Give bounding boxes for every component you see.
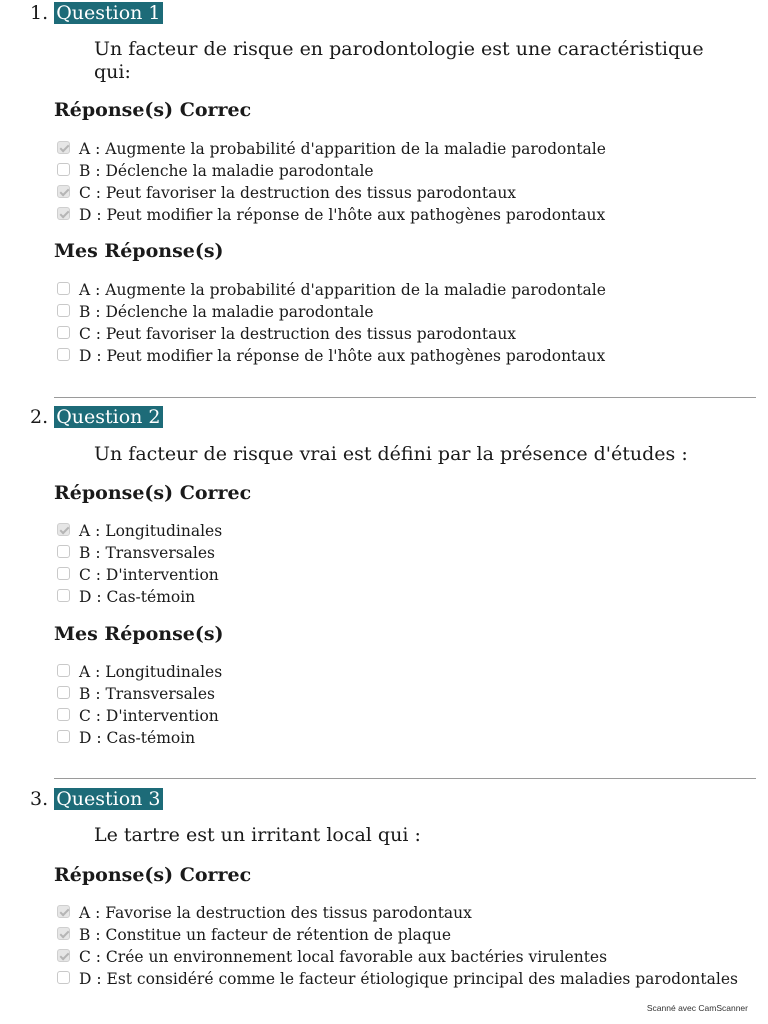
option-label: A : Favorise la destruction des tissus parodontaux: [79, 904, 472, 922]
option-label: C : Crée un environnement local favorable aux bactéries virulentes: [79, 948, 608, 966]
option-label: B : Transversales: [79, 685, 216, 703]
my-option-c: [57, 323, 516, 345]
question-title: Question 2: [56, 406, 161, 428]
checkbox[interactable]: [57, 927, 70, 940]
option-label: B : Déclenche la maladie parodontale: [79, 162, 374, 180]
correct-option-c: [57, 182, 516, 204]
checkbox[interactable]: [57, 664, 70, 677]
correct-option-b: [57, 542, 215, 564]
checkbox[interactable]: [57, 949, 70, 962]
option-label: B : Constitue un facteur de rétention de plaque: [79, 926, 451, 944]
correct-option-d: [57, 968, 738, 990]
my-option-d: [57, 345, 605, 367]
correct-option-d: [57, 204, 605, 226]
my-option-c: [57, 705, 219, 727]
correct-option-b: [57, 924, 451, 946]
checkbox[interactable]: [57, 523, 70, 536]
question-header: [30, 787, 163, 811]
checkbox[interactable]: [57, 282, 70, 295]
option-label: A : Longitudinales: [79, 663, 223, 681]
question-header: [30, 1, 163, 25]
correct-answers-title: Réponse(s) Correc: [54, 482, 252, 504]
option-label: A : Augmente la probabilité d'apparition de la maladie parodontale: [79, 281, 606, 299]
my-option-b: [57, 301, 374, 323]
correct-option-a: [57, 520, 222, 542]
correct-option-d: [57, 586, 195, 608]
option-label: B : Transversales: [79, 544, 216, 562]
my-answers-title: Mes Réponse(s): [54, 240, 224, 262]
question-number: 2.: [30, 406, 49, 428]
checkbox[interactable]: [57, 141, 70, 154]
my-option-b: [57, 683, 215, 705]
checkbox[interactable]: [57, 905, 70, 918]
checkbox[interactable]: [57, 589, 70, 602]
separator: [54, 778, 756, 779]
checkbox[interactable]: [57, 163, 70, 176]
question-text: Un facteur de risque en parodontologie est une caractéristique qui:: [94, 38, 704, 83]
option-label: A : Augmente la probabilité d'apparition de la maladie parodontale: [79, 140, 606, 158]
checkbox[interactable]: [57, 567, 70, 580]
my-option-a: [57, 279, 606, 301]
option-label: B : Déclenche la maladie parodontale: [79, 303, 374, 321]
question-text: Un facteur de risque vrai est défini par la présence d'études :: [94, 443, 688, 465]
question-title: Question 3: [56, 788, 161, 810]
correct-option-c: [57, 946, 607, 968]
question-header: [30, 405, 163, 429]
checkbox[interactable]: [57, 185, 70, 198]
option-label: D : Peut modifier la réponse de l'hôte aux pathogènes parodontaux: [79, 347, 606, 365]
checkbox[interactable]: [57, 730, 70, 743]
option-label: C : Peut favoriser la destruction des tissus parodontaux: [79, 325, 517, 343]
checkbox[interactable]: [57, 545, 70, 558]
checkbox[interactable]: [57, 686, 70, 699]
question-number: 1.: [30, 2, 49, 24]
checkbox[interactable]: [57, 708, 70, 721]
option-label: C : D'intervention: [79, 707, 219, 725]
scanner-footer: Scanné avec CamScanner: [646, 1003, 748, 1013]
correct-option-b: [57, 160, 374, 182]
checkbox[interactable]: [57, 207, 70, 220]
correct-answers-title: Réponse(s) Correc: [54, 99, 252, 121]
checkbox[interactable]: [57, 326, 70, 339]
checkbox[interactable]: [57, 304, 70, 317]
option-label: C : D'intervention: [79, 566, 219, 584]
option-label: D : Cas-témoin: [79, 729, 196, 747]
separator: [54, 397, 756, 398]
correct-option-a: [57, 902, 472, 924]
checkbox[interactable]: [57, 348, 70, 361]
my-option-d: [57, 727, 195, 749]
my-answers-title: Mes Réponse(s): [54, 623, 224, 645]
correct-answers-title: Réponse(s) Correc: [54, 864, 252, 886]
checkbox[interactable]: [57, 971, 70, 984]
option-label: D : Peut modifier la réponse de l'hôte aux pathogènes parodontaux: [79, 206, 606, 224]
option-label: C : Peut favoriser la destruction des tissus parodontaux: [79, 184, 517, 202]
question-number: 3.: [30, 788, 49, 810]
option-label: D : Cas-témoin: [79, 588, 196, 606]
question-text: Le tartre est un irritant local qui :: [94, 824, 421, 846]
option-label: A : Longitudinales: [79, 522, 223, 540]
correct-option-a: [57, 138, 606, 160]
correct-option-c: [57, 564, 219, 586]
option-label: D : Est considéré comme le facteur étiologique principal des maladies parodontales: [79, 970, 738, 988]
question-title: Question 1: [56, 2, 161, 24]
my-option-a: [57, 661, 222, 683]
